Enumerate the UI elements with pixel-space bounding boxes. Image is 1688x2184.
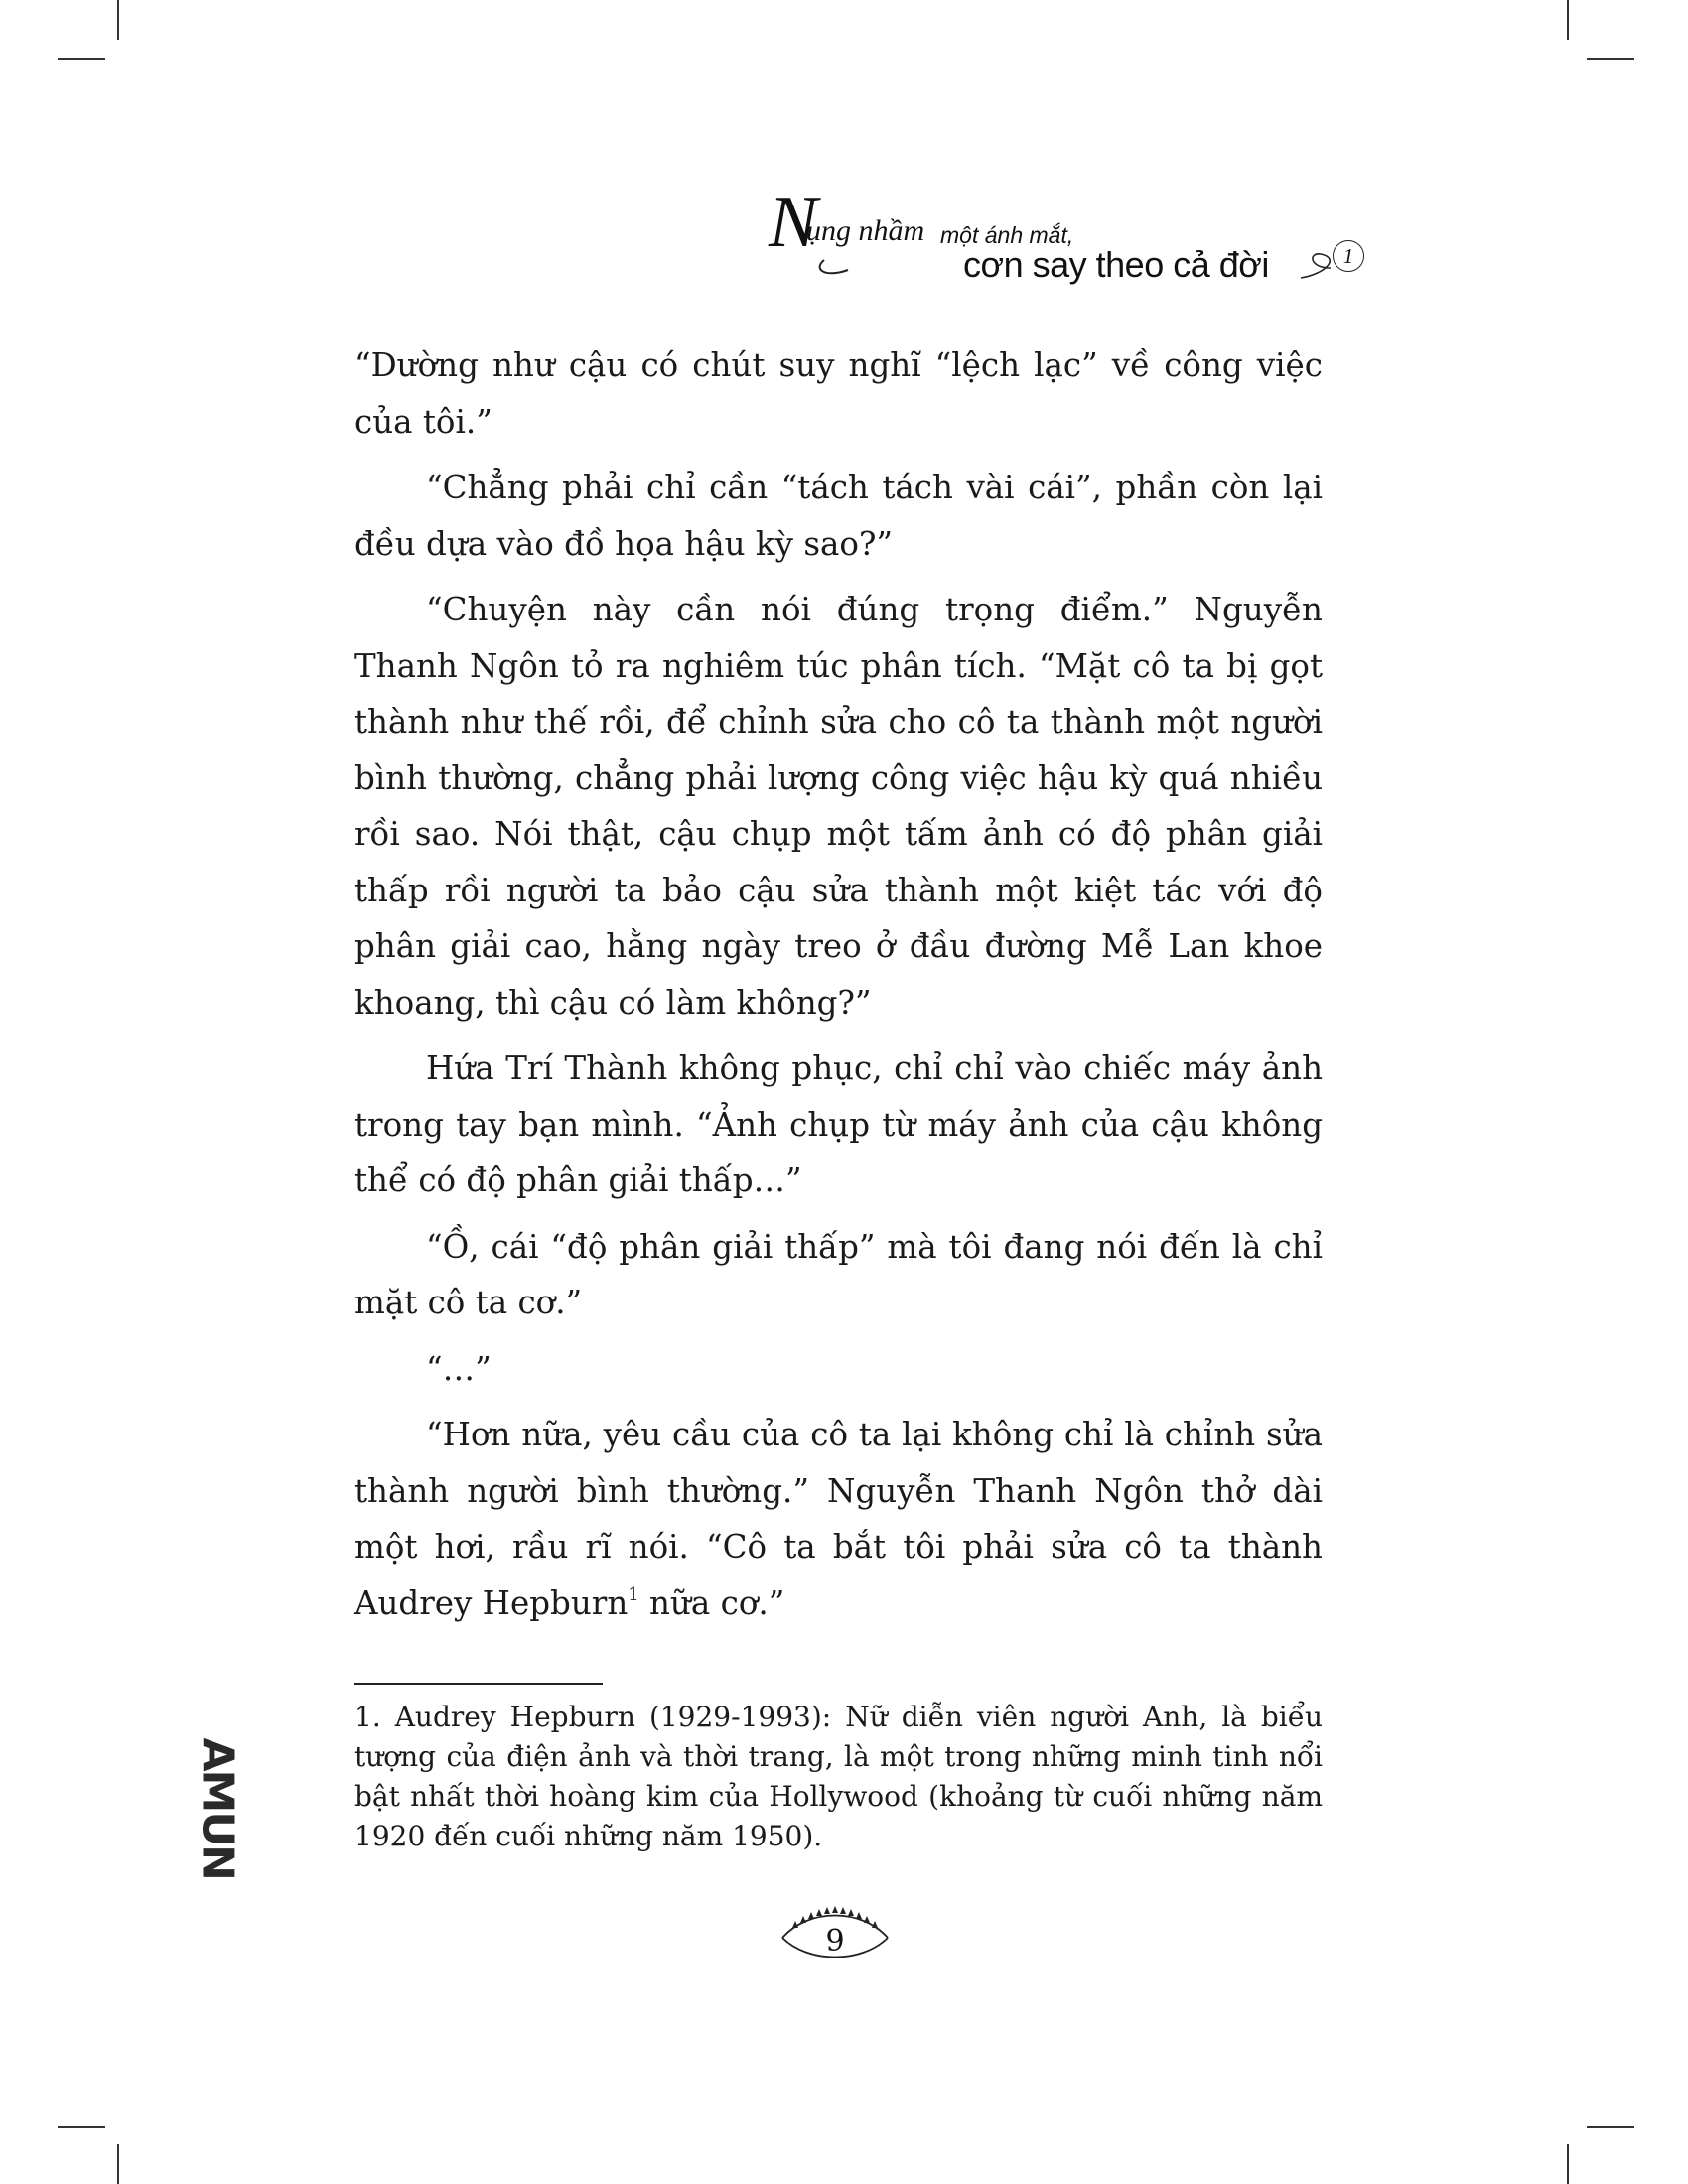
footnote-reference: 1 bbox=[628, 1583, 639, 1605]
paragraph-last-suffix: nữa cơ.” bbox=[638, 1583, 785, 1622]
crop-mark-bottom-right-h bbox=[1587, 2126, 1634, 2128]
page-number-ornament bbox=[778, 1888, 892, 1958]
footnote: 1. Audrey Hepburn (1929-1993): Nữ diễn viên người Anh, là biểu tượng của điện ảnh và thời trang, là một trong những minh tinh nổi bật nhất thời hoàng kim của Hollywood (khoảng từ cuối những năm 1920 đến cuối những năm 1950). bbox=[354, 1701, 1323, 1852]
crop-mark-bottom-right-v bbox=[1567, 2144, 1569, 2184]
crop-mark-bottom-left-v bbox=[117, 2144, 119, 2184]
crop-mark-bottom-left-h bbox=[58, 2126, 105, 2128]
crop-mark-top-left-h bbox=[58, 58, 105, 60]
footnote-divider bbox=[354, 1683, 603, 1685]
volume-number-badge: 1 bbox=[1333, 240, 1364, 272]
header-title-line-2: cơn say theo cả đời bbox=[963, 244, 1269, 285]
publisher-logo-text: AMUN bbox=[192, 1737, 243, 1879]
paragraph: “Ồ, cái “độ phân giải thấp” mà tôi đang nói đến là chỉ mặt cô ta cơ.” bbox=[354, 1227, 1323, 1321]
paragraph-last bbox=[354, 1407, 1323, 1631]
header-title-initial: N bbox=[769, 182, 818, 263]
crop-mark-top-right-v bbox=[1567, 0, 1569, 40]
paragraph: Hứa Trí Thành không phục, chỉ chỉ vào chiếc máy ảnh trong tay bạn mình. “Ảnh chụp từ máy ảnh của cậu không thể có độ phân giải thấp…” bbox=[354, 1049, 1323, 1199]
crop-mark-top-left-v bbox=[117, 0, 119, 40]
paragraph: “Chuyện này cần nói đúng trọng điểm.” Nguyễn Thanh Ngôn tỏ ra nghiêm túc phân tích. “Mặt cô ta bị gọt thành như thế rồi, để chỉnh sửa cho cô ta thành một người bình thường, chẳng phải lượng công việc hậu kỳ quá nhiều rồi sao. Nói thật, cậu chụp một tấm ảnh có độ phân giải thấp rồi người ta bảo cậu sửa thành một kiệt tác với độ phân giải cao, hằng ngày treo ở đầu đường Mễ Lan khoe khoang, thì cậu có làm không?” bbox=[354, 591, 1323, 1022]
header-title-script-2: một ánh mắt, bbox=[940, 222, 1074, 248]
paragraph: “…” bbox=[426, 1349, 492, 1388]
paragraph: “Chẳng phải chỉ cần “tách tách vài cái”, phần còn lại đều dựa vào đồ họa hậu kỳ sao?” bbox=[354, 469, 1323, 563]
paragraph: “Dường như cậu có chút suy nghĩ “lệch lạc” về công việc của tôi.” bbox=[354, 346, 1323, 441]
paragraph-last-text: “Hơn nữa, yêu cầu của cô ta lại không chỉ là chỉnh sửa thành người bình thường.” Nguyễn Thanh Ngôn thở dài một hơi, rầu rĩ nói. “Cô ta bắt tôi phải sửa cô ta thành Audrey Hepburn bbox=[354, 1416, 1323, 1622]
body-text bbox=[354, 338, 1323, 1641]
running-header bbox=[765, 182, 1380, 298]
page-number: 9 bbox=[825, 1924, 845, 1959]
header-title-script-1: ụng nhầm bbox=[806, 214, 925, 247]
publisher-logo bbox=[187, 1737, 246, 1879]
crop-mark-top-right-h bbox=[1587, 58, 1634, 60]
